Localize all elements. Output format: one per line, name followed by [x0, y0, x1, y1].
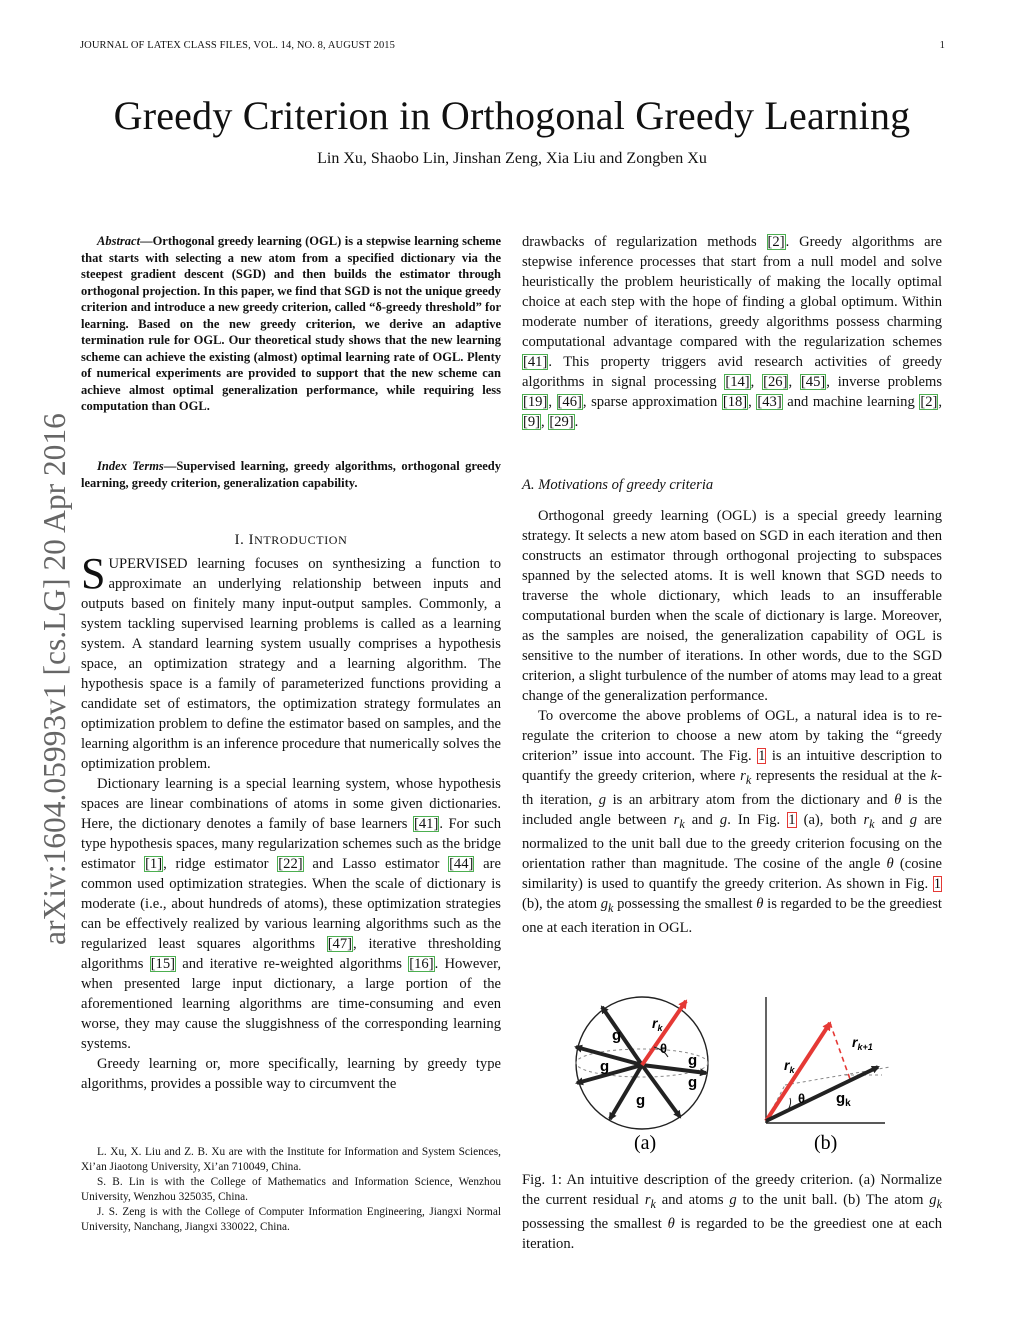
caption-b: and atoms [661, 1192, 724, 1208]
p2-a: Dictionary learning is a special learning system, whose hypothesis spaces are linear combinations of atoms in some given dictionaries. Here, the dictionary denotes a family of base learners [81, 776, 501, 832]
paper-title: Greedy Criterion in Orthogonal Greedy Learning [113, 93, 911, 138]
right-column-continuation [522, 232, 942, 432]
arxiv-id-text: arXiv:1604.05993v1 [cs.LG] 20 Apr 2016 [37, 413, 72, 945]
intro-paragraph-2 [81, 774, 501, 1054]
index-terms-text: —Supervised learning, greedy algorithms, orthogonal greedy learning, greedy criterion, generalization capability. [81, 459, 502, 490]
math-theta: θ [886, 855, 894, 872]
math-rk: $r_k$ [863, 811, 875, 831]
citation-link[interactable]: [22] [278, 856, 303, 872]
label-g: g [600, 1058, 610, 1075]
p2-b: . For such type hypothesis spaces, many regularization schemes such as the bridge estimator [81, 816, 501, 872]
label-rk1: $r_{k+1}$ [852, 1034, 873, 1052]
math-theta: θ [667, 1215, 675, 1232]
motivation-paragraph-1: Orthogonal greedy learning (OGL) is a special greedy learning strategy. It selects a new atom based on SGD in each iteration and then constructs an estimator through orthogonal projecting to subspaces spanned by the selected atoms. It is well known that SGD needs to traverse the whole dictionary, which leads to an insufferable computational burden when the scale of dictionary is large. Moreover, as the samples are noised, the generalization capability of OGL is sensitive to the number of iterations. In other words, due to the SGD criterion, a slight turbulence of the number of atoms may lead to a great change of the generalization performance. [522, 508, 942, 704]
author-list: Lin Xu, Shaobo Lin, Jinshan Zeng, Xia Liu and Zongben Xu [317, 150, 707, 167]
panel-a [576, 997, 708, 1154]
p2-h: . However, when presented large input dictionary, a large portion of the aforementioned learning algorithms are time-consuming and even worse, they may cause the sluggishness of the corresponding learning systems. [81, 956, 502, 1052]
math-rk: $r_k$ [644, 1192, 656, 1211]
label-rk: $r_k$ [784, 1057, 795, 1075]
m2-k: are normalized to the unit ball due to the greedy criterion focusing on the orientation rather than magnitude. The cosine of the angle [522, 811, 942, 872]
caption-c: to the unit ball. (b) The atom [742, 1192, 924, 1208]
label-g: g [688, 1052, 698, 1069]
m2-h: . In Fig. [727, 811, 781, 828]
intro-first-word: UPERVISED [108, 556, 188, 572]
citation-link[interactable]: [19] [523, 394, 548, 410]
label-g: g [636, 1092, 646, 1109]
subsection-heading: A. Motivations of greedy criteria [522, 477, 714, 493]
math-g: g [598, 791, 607, 808]
citation-link[interactable]: [44] [449, 856, 474, 872]
footnote: S. B. Lin is with the College of Mathematics and Information Science, Wenzhou University, Wenzhou 325035, China. [81, 1176, 501, 1203]
m2-f: is the included angle between [522, 791, 943, 828]
p2-e: are common used optimization strategies. When the scale of dictionary is moderate (i.e., about hundreds of atoms), these optimization strategies can be effectively realized by various learning algorithms such as the regularized least squares algorithms [81, 856, 501, 952]
motivation-paragraph-2 [522, 706, 942, 938]
p2-g: and iterative re-weighted algorithms [182, 956, 402, 972]
arxiv-side-svg [20, 350, 80, 950]
math-rk: $r_k$ [673, 811, 685, 831]
panel-b [766, 997, 890, 1154]
atom-vector [642, 1065, 680, 1117]
caption-e: is regarded to be the greediest one at each iteration. [522, 1215, 942, 1252]
m2-m: (b), the atom [522, 895, 598, 912]
label-g: g [612, 1027, 622, 1044]
citation-link[interactable]: [41] [413, 816, 439, 832]
citation-link[interactable]: [2] [767, 234, 785, 250]
math-k: k [930, 768, 938, 784]
p2-d: and Lasso estimator [312, 856, 440, 872]
m2-b: is an intuitive description to quantify the greedy criterion, where [522, 748, 942, 784]
citation-link[interactable]: [26] [763, 374, 788, 390]
math-theta: θ [894, 791, 902, 808]
m2-e: is an arbitrary atom from the dictionary and [612, 791, 888, 808]
citation-link[interactable]: [14] [725, 374, 750, 390]
introduction-body [81, 549, 502, 1094]
intro-paragraph-3: Greedy learning or, more specifically, learning by greedy type algorithms, provides a possible way to circumvent the [81, 1056, 501, 1092]
citation-link[interactable]: [43] [757, 394, 782, 410]
p2-c: , ridge estimator [163, 856, 269, 872]
panel-label-a: (a) [634, 1132, 657, 1154]
dropcap: S [81, 549, 106, 598]
continuation-paragraph: drawbacks of regularization methods [2]. Greedy algorithms are stepwise inference processes that start from a null model and solve heuristically the problem heuristically of making the locally optimal choice at each step with the hope of finding a global optimum. Within moderate number of iterations, greedy algorithms possess charming computational advantage compared with the regularization schemes [41]. This property triggers avid research activities of greedy algorithms in signal processing [14], [26], [45], inverse problems [19], [46], sparse approximation [18], [43] and machine learning [2], [9], [29]. [522, 234, 943, 430]
label-theta: θ [660, 1041, 668, 1056]
math-gk: $g_k$ [929, 1192, 942, 1211]
math-g: g [729, 1192, 737, 1208]
panel-label-b: (b) [814, 1132, 838, 1154]
figure-link[interactable]: 1 [788, 811, 796, 828]
citation-link[interactable]: [2] [920, 394, 938, 410]
math-g: g [719, 811, 728, 828]
abstract-text: —Orthogonal greedy learning (OGL) is a stepwise learning scheme that starts with selecting a new atom from a specified dictionary via the steepest gradient descent (SGD) and then builds the estimator through orthogonal projection. In this paper, we find that SGD is not the unique greedy criterion and introduce a new greedy criterion, called “δ-greedy threshold” for learning. Based on the new greedy criterion, we derive an adaptive termination rule for OGL. Our theoretical study shows that the new learning scheme can achieve the existing (almost) optimal learning rate of OGL. Plenty of numerical experiments are provided to support that the new scheme can achieve almost optimal generalization performance, while requiring less computation than OGL. [81, 234, 501, 413]
intro-paragraph-1 [81, 549, 501, 774]
citation-link[interactable]: [45] [800, 374, 826, 390]
section-numeral: I. [234, 532, 245, 548]
figure-1 [560, 995, 920, 1160]
caption-d: possessing the smallest [522, 1215, 662, 1232]
section-title-first: I [248, 532, 255, 548]
section-title-rest: NTRODUCTION [254, 533, 348, 547]
motivations-body [522, 506, 942, 938]
m2-o: is regarded to be the greediest one at each iteration in OGL. [522, 895, 942, 936]
label-gk: $g_k$ [836, 1090, 851, 1109]
citation-link[interactable]: [16] [409, 956, 434, 972]
figure-link[interactable]: 1 [758, 748, 766, 764]
m2-g: and [691, 811, 713, 828]
rc-f: and machine learning [787, 394, 915, 410]
math-rk: $r_k$ [740, 768, 752, 787]
rc-b: . Greedy algorithms are stepwise inference processes that start from a null model and solve heuristically the problem heuristically of making the locally optimal choice at each step with the hope of finding a global optimum. Within moderate number of iterations, greedy algorithms possess charming computational advantage compared with the regularization schemes [522, 234, 942, 350]
citation-link[interactable]: [46] [557, 394, 582, 410]
m2-a: To overcome the above problems of OGL, a natural idea is to re-regulate the criterion to choose a new atom by taking the “greedy criterion” issue into account. The Fig. [522, 708, 942, 764]
citation-link[interactable]: [15] [150, 956, 176, 972]
math-theta: θ [756, 895, 764, 912]
affiliation-footnotes [81, 1145, 501, 1235]
rc-c: . This property triggers avid research activities of greedy algorithms in signal processing [522, 354, 942, 390]
index-terms-label: Index Terms [97, 459, 164, 473]
m2-j: and [881, 811, 903, 828]
m2-c: represents the residual at the [755, 768, 927, 784]
citation-link[interactable]: [18] [722, 394, 748, 410]
index-terms [81, 458, 501, 491]
figure-1-svg [560, 995, 920, 1160]
m2-n: possessing the smallest [617, 895, 753, 912]
running-head [80, 40, 945, 51]
citation-link[interactable]: [9] [523, 414, 541, 430]
caption-a: Fig. 1: An intuitive description of the greedy criterion. (a) Normalize the current residual [522, 1172, 942, 1208]
arxiv-side-label [20, 350, 80, 950]
figure-link[interactable]: 1 [933, 875, 941, 892]
citation-link[interactable]: [41] [523, 354, 548, 370]
math-gk: $g_k$ [600, 895, 614, 915]
abstract-label: Abstract [97, 234, 141, 248]
journal-line: JOURNAL OF LATEX CLASS FILES, VOL. 14, NO. 8, AUGUST 2015 [80, 40, 395, 51]
page-number: 1 [939, 40, 945, 51]
citation-link[interactable]: [29] [549, 414, 574, 430]
label-g: g [688, 1074, 698, 1091]
math-g: g [909, 811, 918, 828]
figure-1-caption [522, 1170, 942, 1254]
footnote: L. Xu, X. Liu and Z. B. Xu are with the Institute for Information and System Sciences, Xi’an Jiaotong University, Xi’an 710049, China. [81, 1146, 501, 1173]
rc-d: , inverse problems [826, 374, 943, 390]
abstract [81, 233, 501, 415]
m2-d: -th iteration, [522, 768, 943, 808]
rc-e: , sparse approximation [582, 394, 718, 410]
p2-f: , iterative thresholding algorithms [81, 936, 501, 972]
m2-l: (cosine similarity) is used to quantify the greedy criterion. As shown in Fig. [522, 855, 943, 892]
next-residual-vector [830, 1023, 850, 1079]
label-theta: θ [798, 1091, 806, 1106]
footnote: J. S. Zeng is with the College of Computer Information Engineering, Jiangxi Normal University, Nanchang, Jiangxi 330022, China. [81, 1206, 501, 1233]
citation-link[interactable]: [1] [145, 856, 163, 872]
m2-i: (a), both [803, 811, 857, 828]
label-rk: $r_k$ [652, 1015, 663, 1033]
citation-link[interactable]: [47] [327, 936, 353, 952]
intro-p1-text: learning focuses on synthesizing a function to approximate an underlying relationship between inputs and outputs based on finitely many input-output samples. Commonly, a system tackling supervised learning problems is called as a learning system. A standard learning system usually comprises a hypothesis space, an optimization strategy and a learning algorithm. The hypothesis space is a family of parameterized functions providing a candidate set of estimators, the optimization strategy formulates an optimization problem to define the estimator based on samples, and the learning algorithm is an inference procedure that numerically solves the optimization problem. [81, 556, 501, 772]
section-heading-introduction [81, 530, 501, 550]
rc-a: drawbacks of regularization methods [522, 234, 757, 250]
